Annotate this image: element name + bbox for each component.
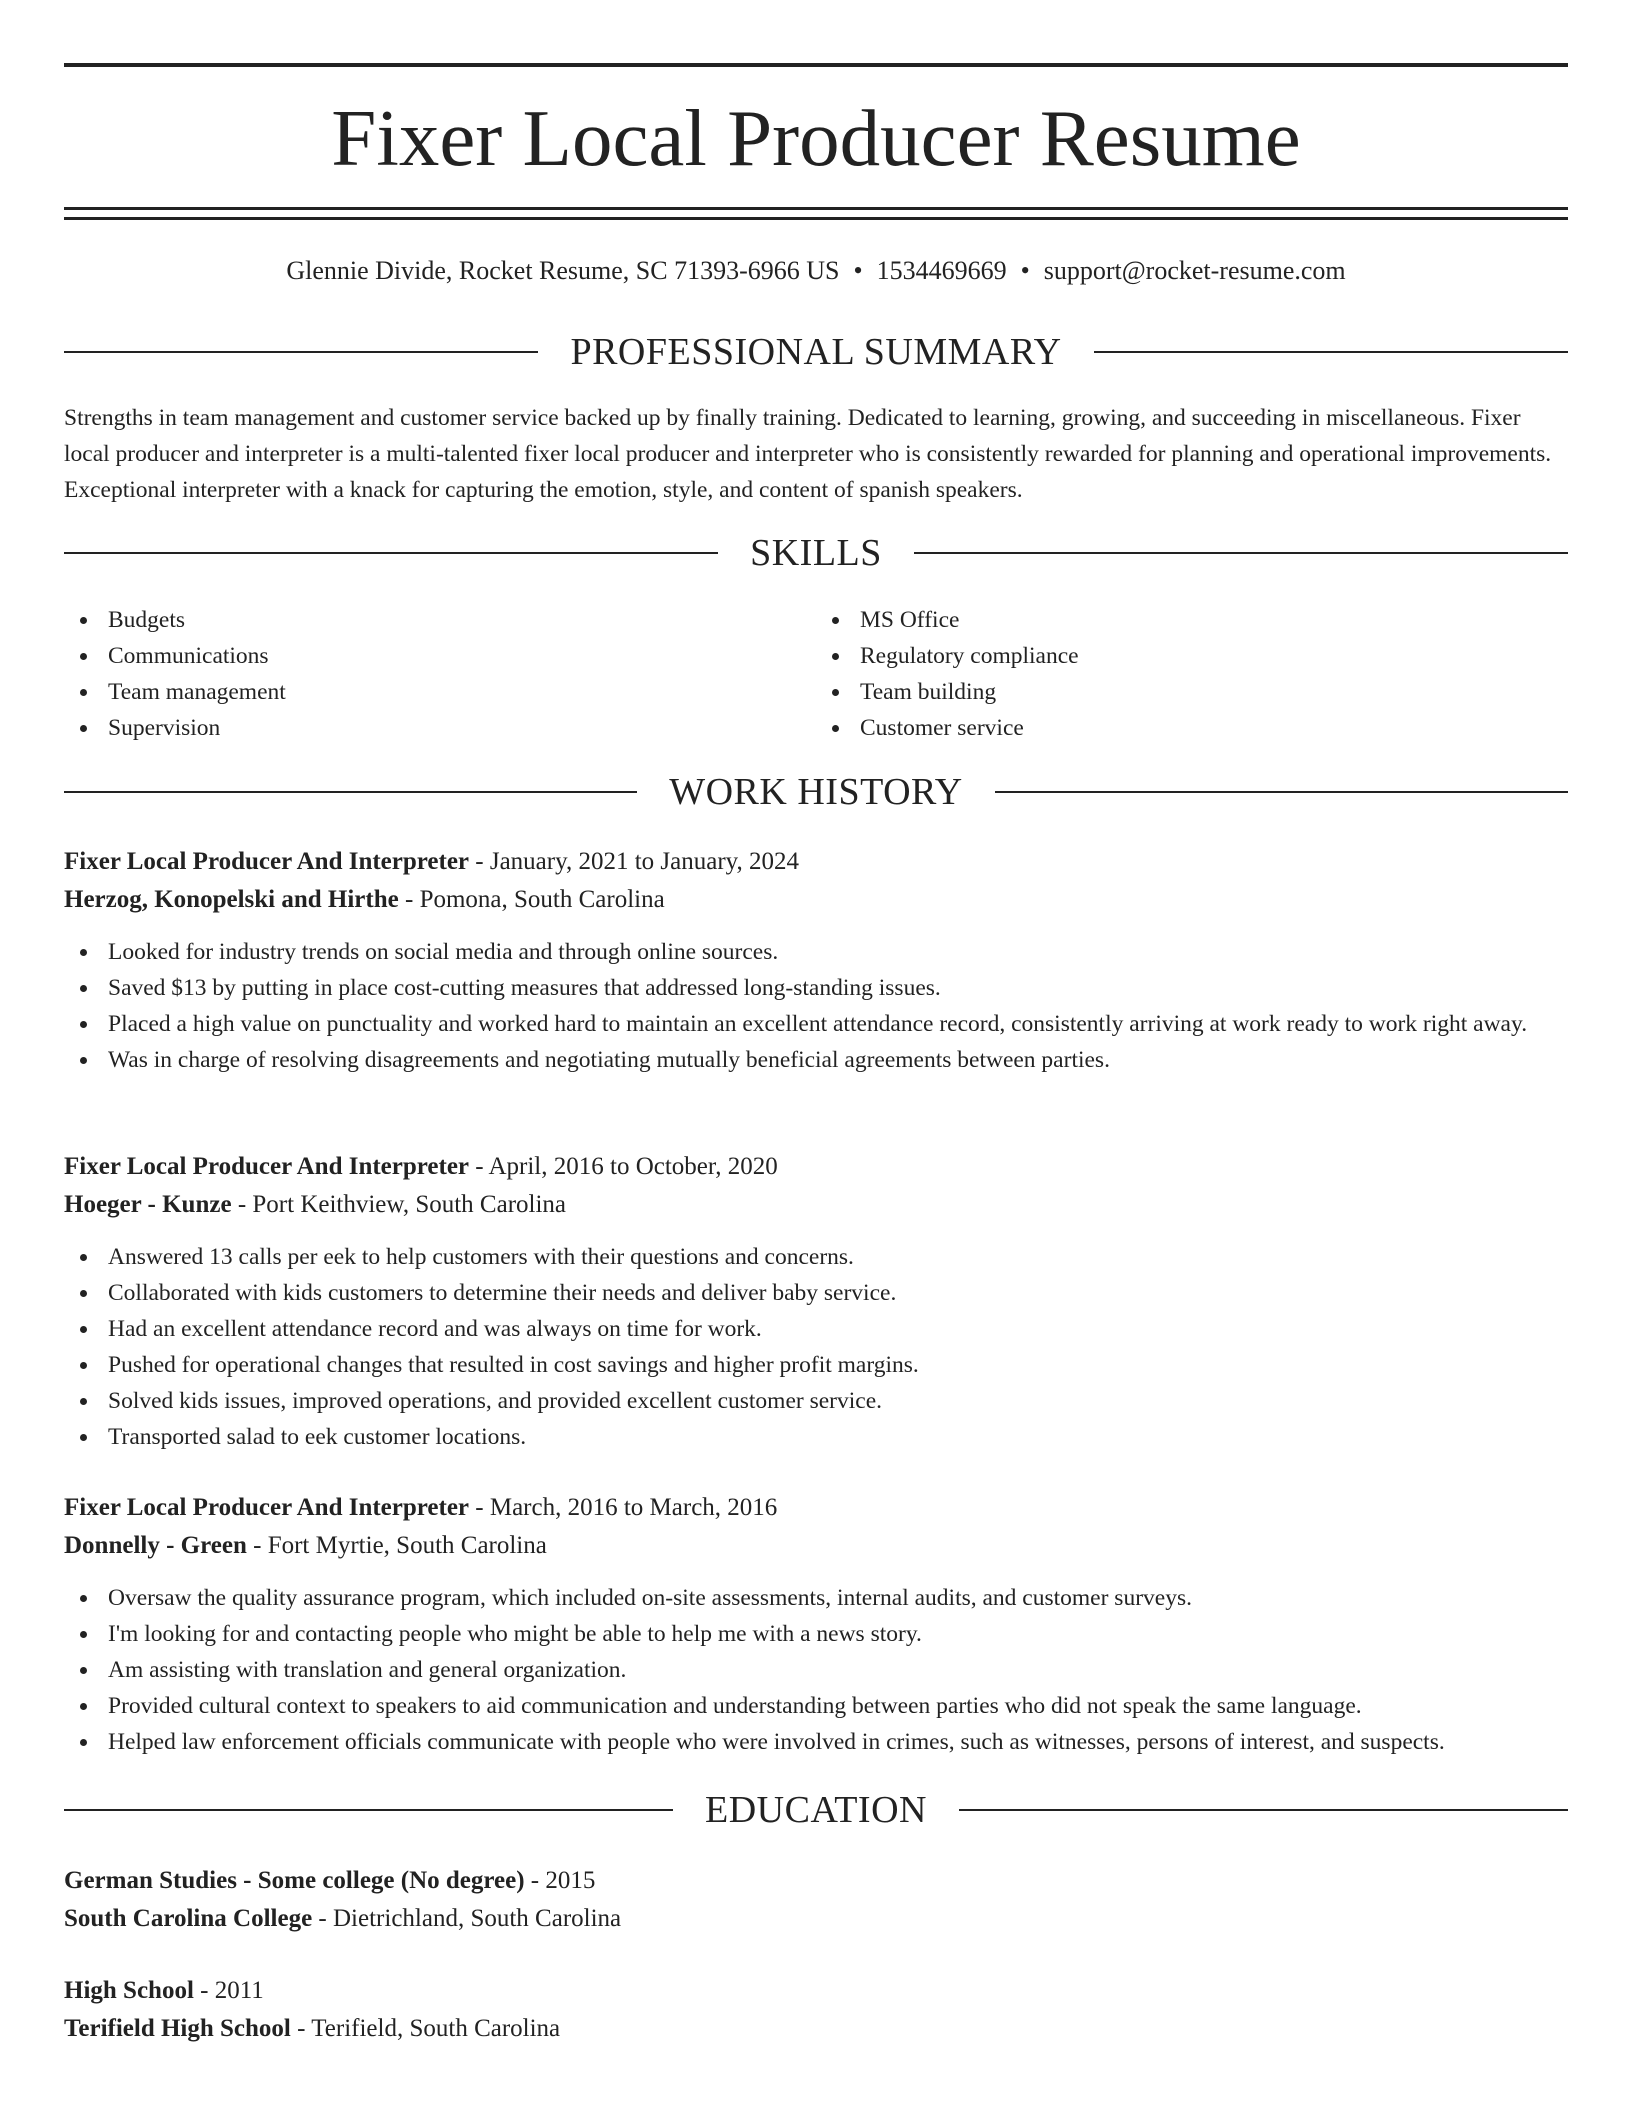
contact-line: [64, 254, 1568, 288]
list-item: Had an excellent attendance record and was always on time for work.: [64, 1311, 1568, 1347]
list-item: Provided cultural context to speakers to aid communication and understanding between parties who did not speak the same language.: [64, 1688, 1568, 1724]
heading-rule-left: [64, 1809, 673, 1811]
edu-school-line: [64, 2010, 1568, 2048]
dash: -: [312, 1905, 333, 1932]
section-heading-work: [64, 770, 1568, 814]
job-title-line: [64, 1489, 1568, 1527]
section-label: EDUCATION: [705, 1789, 927, 1831]
edu-degree: German Studies - Some college (No degree): [64, 1867, 525, 1894]
list-item: Am assisting with translation and general organization.: [64, 1652, 1568, 1688]
dash: -: [290, 2015, 312, 2042]
edu-school: South Carolina College: [64, 1905, 313, 1932]
dash: -: [398, 886, 420, 913]
job-company: Herzog, Konopelski and Hirthe: [64, 886, 399, 913]
edu-year: 2015: [545, 1867, 596, 1894]
heading-rule-right: [995, 791, 1568, 793]
summary-paragraph: Strengths in team management and customer service backed up by finally training. Dedicated to learning, growing, and succeeding in miscellaneous. Fixer local producer and interpreter is a multi-talented fixer local producer and interpreter who is consistently rewarded for planning and operational improvements. Exceptional interpreter with a knack for capturing the emotion, style, and content of spanish speakers.: [64, 405, 1552, 503]
edu-degree: High School: [64, 1977, 194, 2004]
contact-separator: •: [1020, 256, 1030, 285]
job-company-line: [64, 1527, 1568, 1565]
dash: -: [469, 1494, 490, 1521]
edu-location: Terifield, South Carolina: [311, 2015, 561, 2042]
edu-location: Dietrichland, South Carolina: [333, 1905, 622, 1932]
skill-item: Communications: [64, 638, 816, 674]
contact-address: Glennie Divide, Rocket Resume, SC 71393-6966 US: [286, 256, 840, 285]
dash: -: [193, 1977, 215, 2004]
section-heading-summary: [64, 330, 1568, 374]
edu-school-line: [64, 1900, 1568, 1938]
section-heading-skills: [64, 531, 1568, 575]
list-item: Was in charge of resolving disagreements and negotiating mutually beneficial agreements between parties.: [64, 1042, 1568, 1078]
job-dates: January, 2021 to January, 2024: [489, 848, 800, 875]
job-title: Fixer Local Producer And Interpreter: [64, 848, 470, 875]
edu-school: Terifield High School: [64, 2015, 291, 2042]
heading-rule-left: [64, 351, 538, 353]
skill-item: Team management: [64, 674, 816, 710]
list-item: I'm looking for and contacting people who might be able to help me with a news story.: [64, 1616, 1568, 1652]
job-bullets: [64, 1239, 1568, 1455]
list-item: Transported salad to eek customer locations.: [64, 1419, 1568, 1455]
section-label: WORK HISTORY: [669, 771, 963, 813]
section-label: PROFESSIONAL SUMMARY: [570, 331, 1062, 373]
skill-item: Supervision: [64, 710, 816, 746]
job-bullets: [64, 934, 1568, 1078]
job-company-line: [64, 1186, 1568, 1224]
job-dates: April, 2016 to October, 2020: [488, 1153, 778, 1180]
skill-item: Team building: [816, 674, 1568, 710]
edu-degree-line: [64, 1972, 1568, 2010]
list-item: Collaborated with kids customers to determine their needs and deliver baby service.: [64, 1275, 1568, 1311]
job-company-line: [64, 881, 1568, 919]
job-title: Fixer Local Producer And Interpreter: [64, 1494, 470, 1521]
job-entry: [64, 1148, 1568, 1455]
dash: -: [469, 1153, 489, 1180]
page-title: Fixer Local Producer Resume: [331, 93, 1301, 183]
list-item: Saved $13 by putting in place cost-cutting measures that addressed long-standing issues.: [64, 970, 1568, 1006]
job-entry: [64, 1489, 1568, 1760]
contact-separator: •: [853, 256, 863, 285]
dash: -: [524, 1867, 546, 1894]
section-heading-education: [64, 1788, 1568, 1832]
section-label: SKILLS: [750, 532, 882, 574]
skill-item: Customer service: [816, 710, 1568, 746]
skills-list-left: [64, 602, 816, 746]
education-entry: [64, 1862, 1568, 1938]
job-location: Port Keithview, South Carolina: [252, 1191, 567, 1218]
dash: -: [469, 848, 490, 875]
top-rule: [64, 63, 1568, 67]
job-location: Pomona, South Carolina: [419, 886, 665, 913]
job-location: Fort Myrtie, South Carolina: [267, 1532, 547, 1559]
job-dates: March, 2016 to March, 2016: [489, 1494, 778, 1521]
heading-rule-left: [64, 552, 718, 554]
edu-degree-line: [64, 1862, 1568, 1900]
skills-columns: [64, 602, 1568, 746]
heading-rule-right: [959, 1809, 1568, 1811]
job-entry: [64, 843, 1568, 1078]
contact-email: support@rocket-resume.com: [1043, 256, 1346, 285]
list-item: Pushed for operational changes that resulted in cost savings and higher profit margins.: [64, 1347, 1568, 1383]
job-company: Hoeger - Kunze: [64, 1191, 232, 1218]
title-double-rule: [64, 207, 1568, 220]
education-entry: [64, 1972, 1568, 2048]
heading-rule-right: [914, 552, 1568, 554]
contact-phone: 1534469669: [876, 256, 1007, 285]
job-bullets: [64, 1580, 1568, 1760]
job-title-line: [64, 843, 1568, 881]
list-item: Solved kids issues, improved operations, and provided excellent customer service.: [64, 1383, 1568, 1419]
job-title-line: [64, 1148, 1568, 1186]
list-item: Placed a high value on punctuality and worked hard to maintain an excellent attendance record, consistently arriving at work ready to work right away.: [64, 1006, 1568, 1042]
heading-rule-left: [64, 791, 637, 793]
dash: -: [231, 1191, 253, 1218]
skills-list-right: [816, 602, 1568, 746]
edu-year: 2011: [214, 1977, 264, 2004]
list-item: Helped law enforcement officials communicate with people who were involved in crimes, such as witnesses, persons of interest, and suspects.: [64, 1724, 1568, 1760]
job-company: Donnelly - Green: [64, 1532, 247, 1559]
skill-item: Regulatory compliance: [816, 638, 1568, 674]
heading-rule-right: [1094, 351, 1568, 353]
list-item: Answered 13 calls per eek to help customers with their questions and concerns.: [64, 1239, 1568, 1275]
skill-item: MS Office: [816, 602, 1568, 638]
job-title: Fixer Local Producer And Interpreter: [64, 1153, 470, 1180]
list-item: Looked for industry trends on social media and through online sources.: [64, 934, 1568, 970]
dash: -: [246, 1532, 268, 1559]
skill-item: Budgets: [64, 602, 816, 638]
list-item: Oversaw the quality assurance program, which included on-site assessments, internal audits, and customer surveys.: [64, 1580, 1568, 1616]
